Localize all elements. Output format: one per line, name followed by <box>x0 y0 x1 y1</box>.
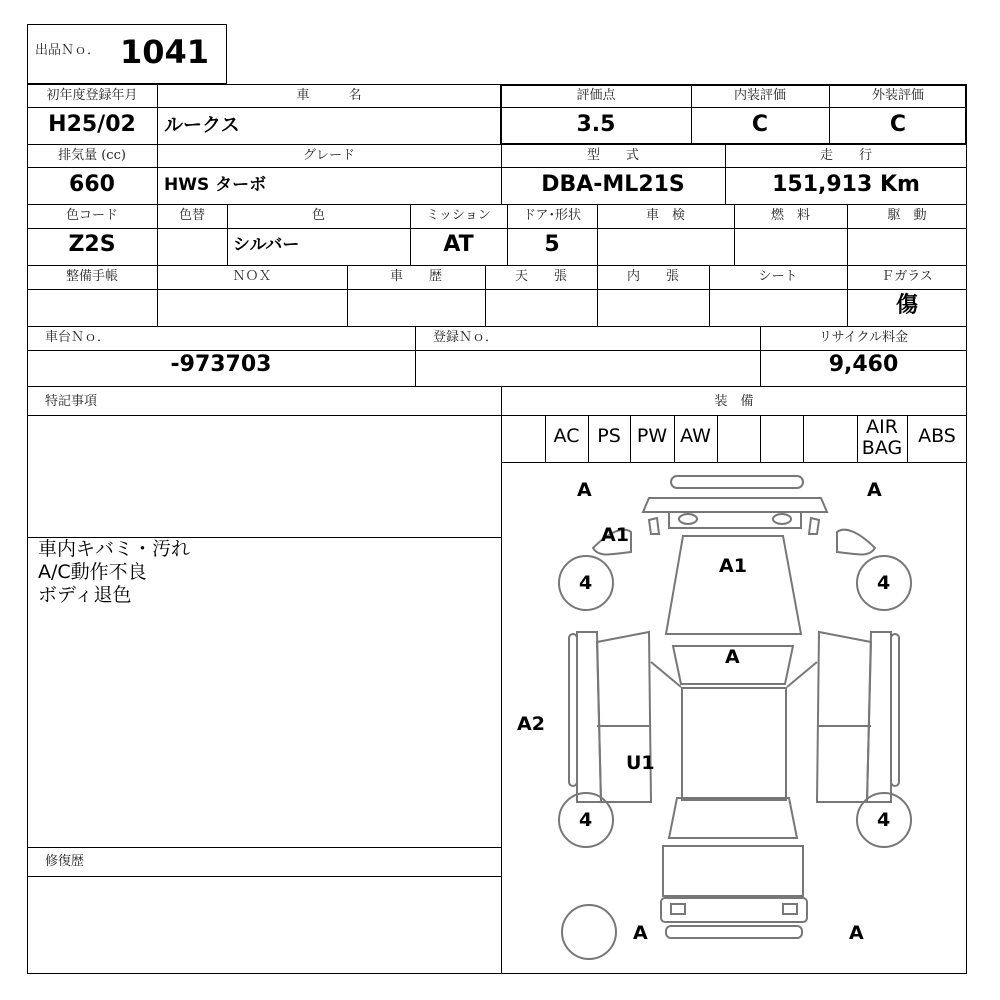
equip-pw: PW <box>636 425 668 447</box>
vehicle-history-label: 車 歴 <box>389 269 442 284</box>
equip-ps: PS <box>597 425 621 447</box>
inspection-label: 車 検 <box>645 208 685 223</box>
recycle-fee-value: 9,460 <box>828 352 899 377</box>
remarks-label: 特記事項 <box>45 394 98 409</box>
remarks-line: 車内キバミ・汚れ <box>38 538 191 560</box>
nox-label: ＮＯＸ <box>232 269 272 284</box>
damage-mark: A <box>633 922 648 944</box>
tire-rear-left: 4 <box>579 809 593 831</box>
damage-mark: A2 <box>517 713 545 735</box>
mileage-value: 151,913 Km <box>772 172 920 197</box>
door-value: 5 <box>544 232 560 257</box>
chassis-value: -973703 <box>170 352 272 377</box>
damage-mark: A1 <box>719 555 747 577</box>
remarks-line: ボディ退色 <box>38 584 132 606</box>
equipment-label: 装 備 <box>714 394 754 409</box>
mission-value: AT <box>443 232 474 257</box>
grade-value: HWS ターボ <box>164 175 267 195</box>
chassis-label: 車台Ｎｏ． <box>45 330 111 345</box>
displacement-value: 660 <box>69 172 115 197</box>
interior-value: C <box>751 112 769 137</box>
lot-label: 出品Ｎｏ． <box>35 43 101 58</box>
color-value: シルバー <box>233 235 300 255</box>
equip-aw: AW <box>680 425 711 447</box>
mileage-label: 走 行 <box>819 148 872 163</box>
remarks-line: A/C動作不良 <box>38 561 147 583</box>
damage-mark: A1 <box>601 524 629 546</box>
roof-lining-label: 天 張 <box>514 269 567 284</box>
car-name-label: 車 名 <box>296 88 362 103</box>
equip-ac: AC <box>553 425 580 447</box>
color-code-label: 色コード <box>65 208 118 223</box>
service-book-label: 整備手帳 <box>65 269 118 284</box>
tire-front-left: 4 <box>579 572 593 594</box>
color-code-value: Z2S <box>68 232 116 257</box>
damage-mark: U1 <box>626 752 655 774</box>
first-reg-label: 初年度登録年月 <box>46 88 138 103</box>
front-glass-label: Ｆガラス <box>881 269 933 284</box>
car-name-value: ルークス <box>164 114 240 136</box>
repair-history-label: 修復歴 <box>45 854 85 869</box>
exterior-value: C <box>889 112 907 137</box>
interior-trim-label: 内 張 <box>626 269 679 284</box>
interior-label: 内装評価 <box>733 88 786 103</box>
score-label: 評価点 <box>576 88 616 103</box>
equip-airbag: AIR BAG <box>861 416 903 459</box>
model-value: DBA-ML21S <box>541 172 685 197</box>
damage-mark: A <box>725 646 740 668</box>
score-value: 3.5 <box>576 112 616 137</box>
lot-number: 1041 <box>120 33 210 71</box>
registration-label: 登録Ｎｏ． <box>433 330 499 345</box>
grade-label: グレード <box>302 148 355 163</box>
tire-rear-right: 4 <box>877 809 891 831</box>
door-label: ドア･形状 <box>522 208 582 223</box>
first-reg-value: H25/02 <box>48 112 136 137</box>
damage-mark: A <box>867 479 882 501</box>
exterior-label: 外装評価 <box>871 88 924 103</box>
color-label: 色 <box>311 208 325 223</box>
mission-label: ミッション <box>426 208 491 223</box>
car-diagram <box>501 462 967 974</box>
equip-abs: ABS <box>918 425 956 447</box>
seat-label: シート <box>758 269 798 284</box>
recycle-fee-label: リサイクル料金 <box>818 330 909 345</box>
drive-label: 駆 動 <box>887 208 927 223</box>
damage-mark: A <box>577 479 592 501</box>
repaint-label: 色替 <box>178 208 205 223</box>
model-label: 型 式 <box>586 148 639 163</box>
front-glass-value: 傷 <box>895 293 918 318</box>
fuel-label: 燃 料 <box>770 208 810 223</box>
displacement-label: 排気量 (cc) <box>58 148 126 163</box>
damage-mark: A <box>849 922 864 944</box>
tire-front-right: 4 <box>877 572 891 594</box>
